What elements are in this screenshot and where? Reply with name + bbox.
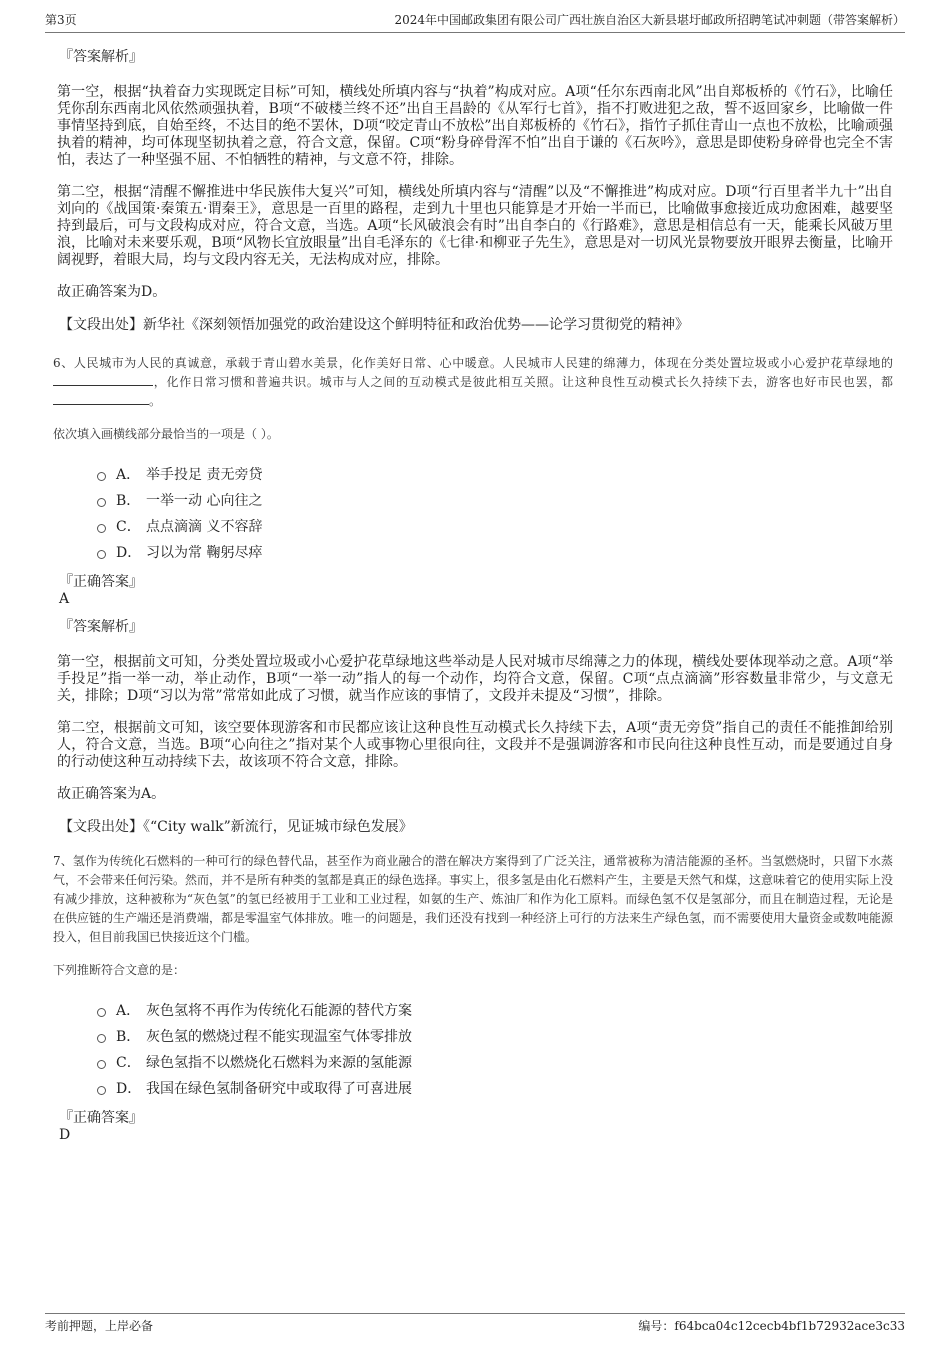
document-id: 编号：f64bca04c12cecb4bf1b72932ace3c33 [638,1319,905,1333]
source-citation: 【文段出处】《“City walk”新流行，见证城市绿色发展》 [59,819,413,835]
radio-icon[interactable] [97,498,106,507]
page-content [53,48,894,1154]
option-letter: D． [116,1081,142,1097]
correct-answer-label: 『正确答案』 [59,574,143,590]
option-text: 绿色氢指不以燃烧化石燃料为来源的氢能源 [146,1055,412,1071]
stem-text: ，化作日常习惯和普遍共识。城市与人之间的互动模式是彼此相互关照。让这种良性互动模式长久持续下去，游客也好市民也罢，都 [153,375,893,389]
fill-blank [53,392,149,405]
option-d[interactable] [97,1075,893,1101]
question-prompt: 依次填入画横线部分最恰当的一项是（ ）。 [53,427,279,441]
option-text: 一举一动 心向往之 [146,493,263,509]
option-b[interactable] [97,1023,893,1049]
analysis-paragraph: 第二空，根据前文可知，该空要体现游客和市民都应该让这种良性互动模式长久持续下去，A项“责无旁贷”指自己的责任不能推卸给别人，符合文意，当选。B项“心向往之”指对某个人或事物心里很向往，文段并不是强调游客和市民向往这种良性互动，而是要通过自身的行动使这种互动持续下去，故该项不符合文意，排除。 [57,720,893,770]
option-letter: A． [116,467,141,483]
radio-icon[interactable] [97,1060,106,1069]
option-a[interactable] [97,461,893,487]
question-6-options [97,461,893,565]
option-letter: B． [116,493,141,509]
option-text: 举手投足 责无旁贷 [146,467,263,483]
option-a[interactable] [97,997,893,1023]
option-letter: B． [116,1029,141,1045]
question-7-stem: 7、氢作为传统化石燃料的一种可行的绿色替代品，甚至作为商业融合的潜在解决方案得到了广泛关注，通常被称为清洁能源的圣杯。当氢燃烧时，只留下水蒸气，不会带来任何污染。然而，并不是所有种类的氢都是真正的绿色选择。事实上，很多氢是由化石燃料产生，主要是天然气和煤，这意味着它的使用实际上没有减少排放，这种被称为“灰色氢”的氢已经被用于工业和工业过程，如氨的生产、炼油厂和作为化工原料。而绿色氢不仅是氢部分，而且在制造过程，无论是在供应链的生产端还是消费端，都是零温室气体排放。唯一的问题是，我们还没有找到一种经济上可行的方法来生产绿色氢，而不需要使用大量资金或数吨能源投入，但目前我国已快接近这个门槛。 [53,854,894,944]
option-text: 灰色氢将不再作为传统化石能源的替代方案 [146,1003,412,1019]
question-7-options [97,997,893,1101]
option-letter: A． [116,1003,141,1019]
option-text: 灰色氢的燃烧过程不能实现温室气体零排放 [146,1029,412,1045]
option-letter: D． [116,545,142,561]
correct-answer: D [59,1127,71,1143]
option-c[interactable] [97,1049,893,1075]
page-number: 第3页 [45,13,77,27]
footer-slogan: 考前押题，上岸必备 [45,1319,154,1333]
radio-icon[interactable] [97,1086,106,1095]
analysis-paragraph: 第一空，根据前文可知，分类处置垃圾或小心爱护花草绿地这些举动是人民对城市尽绵薄之力的体现，横线处要体现举动之意。A项“举手投足”指一举一动，举止动作，B项“一举一动”指人的每一个动作，均符合文意，保留。C项“点点滴滴”形容数量非常少，与文意无关，排除；D项“习以为常”常常如此成了习惯，就当作应该的事情了，文段并未提及“习惯”，排除。 [57,654,893,704]
option-text: 习以为常 鞠躬尽瘁 [146,545,263,561]
stem-text: 6、人民城市为人民的真诚意，承载于青山碧水美景，化作美好日常、心中暖意。人民城市人民建的绵薄力，体现在分类处置垃圾或小心爱护花草绿地的 [53,356,893,370]
option-b[interactable] [97,487,893,513]
radio-icon[interactable] [97,472,106,481]
question-6-stem [53,354,893,411]
radio-icon[interactable] [97,1008,106,1017]
correct-answer: A [59,591,70,607]
page-footer [45,1313,905,1334]
radio-icon[interactable] [97,524,106,533]
fill-blank [53,373,153,386]
question-prompt: 下列推断符合文意的是： [53,963,186,977]
source-citation: 【文段出处】新华社《深刻领悟加强党的政治建设这个鲜明特征和政治优势——论学习贯彻党的精神》 [59,317,689,333]
answer-conclusion: 故正确答案为A。 [57,786,166,802]
option-letter: C． [116,1055,141,1071]
option-text: 我国在绿色氢制备研究中或取得了可喜进展 [146,1081,412,1097]
analysis-label: 『答案解析』 [59,619,143,635]
option-letter: C． [116,519,141,535]
document-title: 2024年中国邮政集团有限公司广西壮族自治区大新县堪圩邮政所招聘笔试冲刺题（带答案解析） [394,13,905,27]
option-d[interactable] [97,539,893,565]
stem-text: 。 [149,394,162,408]
analysis-label: 『答案解析』 [59,49,143,65]
option-c[interactable] [97,513,893,539]
radio-icon[interactable] [97,1034,106,1043]
answer-conclusion: 故正确答案为D。 [57,284,167,300]
correct-answer-label: 『正确答案』 [59,1110,143,1126]
page-header [45,12,905,33]
analysis-paragraph: 第二空，根据“清醒不懈推进中华民族伟大复兴”可知，横线处所填内容与“清醒”以及“不懈推进”构成对应。D项“行百里者半九十”出自刘向的《战国策·秦策五·谓秦王》，意思是一百里的路程，走到九十里也只能算是才开始一半而已，比喻做事愈接近成功愈困难，越要坚持到最后，可与文段构成对应，符合文意，当选。A项“长风破浪会有时”出自李白的《行路难》，意思是相信总有一天，能乘长风破万里浪，比喻对未来要乐观，B项“风物长宜放眼量”出自毛泽东的《七律·和柳亚子先生》，意思是对一切风光景物要放开眼界去衡量，比喻开阔视野，着眼大局，均与文段内容无关，无法构成对应，排除。 [57,184,893,268]
option-text: 点点滴滴 义不容辞 [146,519,263,535]
radio-icon[interactable] [97,550,106,559]
analysis-paragraph: 第一空，根据“执着奋力实现既定目标”可知，横线处所填内容与“执着”构成对应。A项“任尔东西南北风”出自郑板桥的《竹石》，比喻任凭你刮东西南北风依然顽强执着，B项“不破楼兰终不还”出自王昌龄的《从军行七首》，指不打败进犯之敌，誓不返回家乡，比喻做一件事情坚持到底，自始至终，不达目的绝不罢休，D项“咬定青山不放松”出自郑板桥的《竹石》，指竹子抓住青山一点也不放松，比喻顽强执着的精神，均可体现坚韧执着之意，符合文意，保留。C项“粉身碎骨浑不怕”出自于谦的《石灰吟》，意思是即使粉身碎骨也完全不害怕，表达了一种坚强不屈、不怕牺牲的精神，与文意不符，排除。 [57,84,893,168]
